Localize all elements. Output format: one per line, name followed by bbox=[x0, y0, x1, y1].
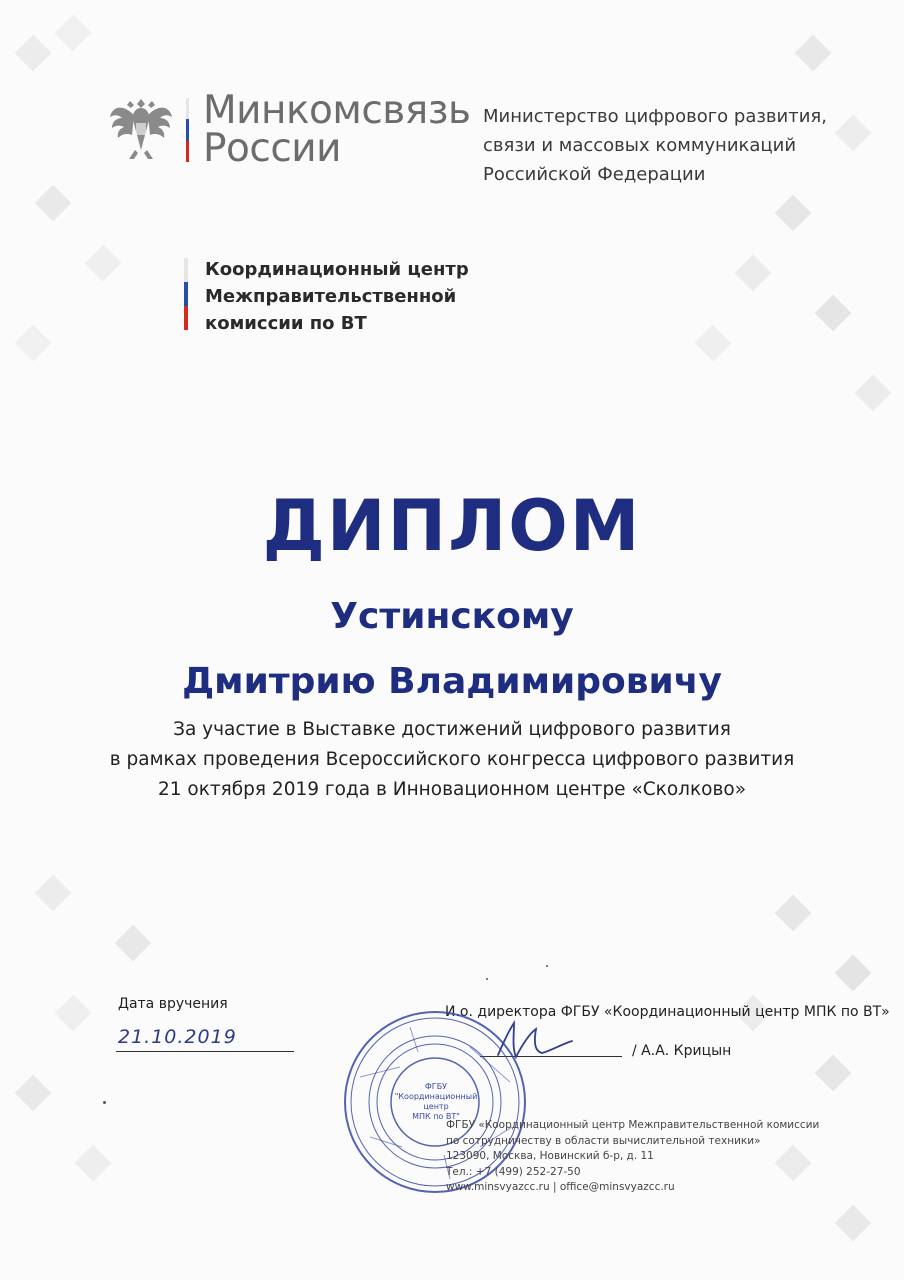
coat-of-arms-icon bbox=[108, 93, 174, 161]
centre-line: комиссии по ВТ bbox=[205, 313, 367, 334]
stamp-line: МПК по ВТ" bbox=[412, 1112, 460, 1121]
stamp-line: "Координационный bbox=[394, 1092, 478, 1101]
ministry-line: связи и массовых коммуникаций bbox=[483, 135, 797, 156]
tricolor-bar bbox=[184, 258, 188, 330]
reason-line: За участие в Выставке достижений цифрового развития bbox=[173, 719, 731, 740]
reason-line: 21 октября 2019 года в Инновационном центре «Сколково» bbox=[157, 779, 747, 800]
tricolor-bar bbox=[186, 98, 189, 162]
date-underline bbox=[116, 1051, 294, 1052]
ministry-line: Российской Федерации bbox=[483, 164, 706, 185]
footer-line: Тел.: +7 (499) 252-27-50 bbox=[446, 1165, 581, 1178]
diploma-title: ДИПЛОМ bbox=[262, 485, 642, 567]
footer-line: www.minsvyazcc.ru | office@minsvyazcc.ru bbox=[446, 1181, 675, 1193]
award-reason bbox=[0, 715, 904, 805]
footer-line: по сотрудничеству в области вычислительной техники» bbox=[446, 1134, 761, 1147]
reason-line: в рамках проведения Всероссийского конгресса цифрового развития bbox=[109, 749, 795, 770]
organization-details bbox=[446, 1118, 819, 1196]
stamp-text bbox=[384, 1082, 488, 1122]
footer-line: 123090, Москва, Новинский б-р, д. 11 bbox=[446, 1150, 654, 1162]
date-label: Дата вручения bbox=[118, 996, 228, 1012]
date-value: 21.10.2019 bbox=[118, 1026, 237, 1048]
centre-line: Межправительственной bbox=[205, 286, 457, 307]
scan-dot bbox=[546, 965, 548, 967]
director-title: И.о. директора ФГБУ «Координационный центр МПК по ВТ» bbox=[445, 1004, 890, 1020]
brand-country: России bbox=[203, 126, 341, 171]
ministry-line: Министерство цифрового развития, bbox=[483, 106, 827, 127]
signer-name: / А.А. Крицын bbox=[632, 1043, 732, 1059]
stamp-line: центр bbox=[423, 1102, 449, 1111]
centre-name bbox=[205, 256, 469, 337]
ministry-name bbox=[483, 102, 883, 189]
recipient-name: Дмитрию Владимировичу bbox=[182, 661, 722, 702]
footer-line: ФГБУ «Координационный центр Межправительственной комиссии bbox=[446, 1119, 820, 1131]
scan-dot bbox=[486, 978, 488, 980]
scan-dot bbox=[103, 1101, 106, 1104]
stamp-line: ФГБУ bbox=[424, 1082, 448, 1091]
recipient-surname: Устинскому bbox=[330, 596, 574, 637]
brand-name: Минкомсвязь bbox=[203, 88, 471, 133]
handwritten-signature bbox=[490, 1015, 580, 1065]
centre-line: Координационный центр bbox=[205, 259, 469, 280]
